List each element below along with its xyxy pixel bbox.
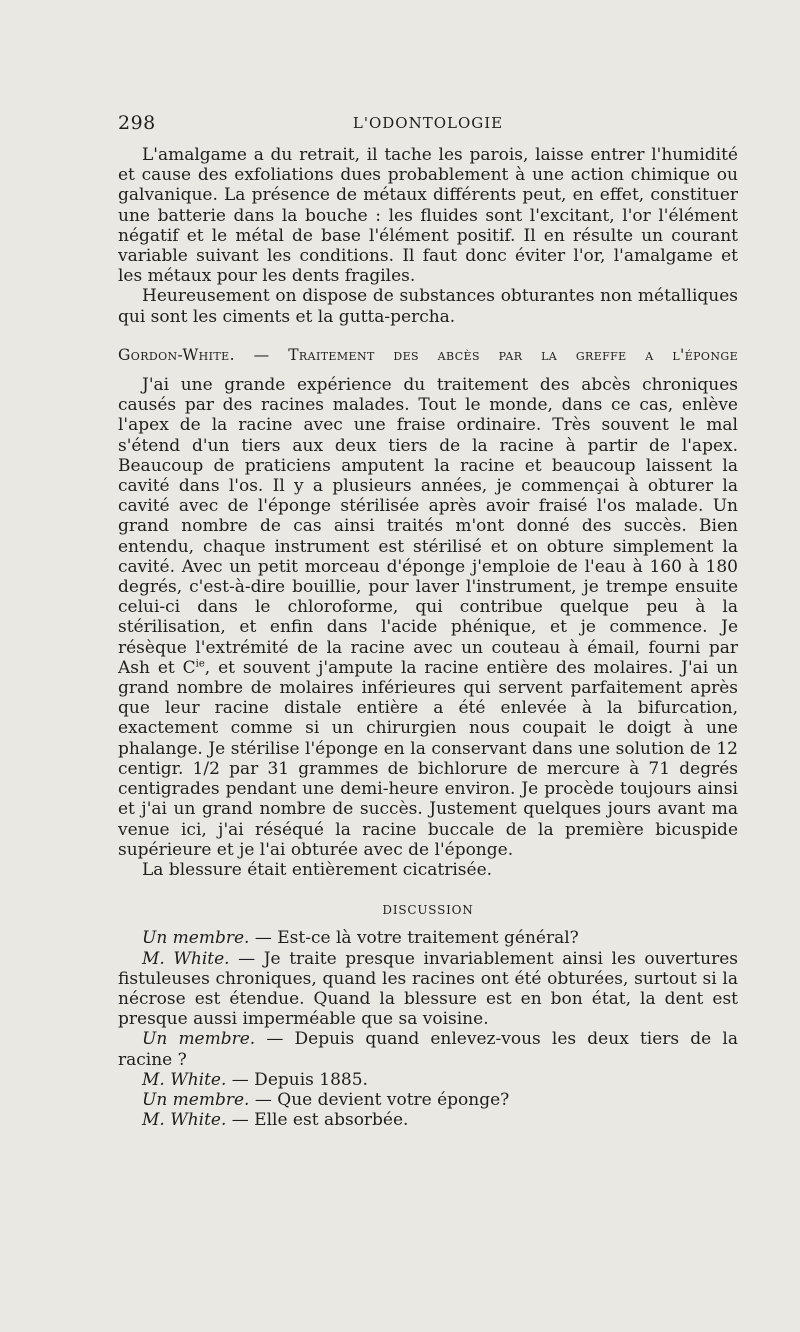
speaker-text: — Depuis quand enlevez-vous les deux tiers de la racine ?	[118, 1029, 738, 1070]
discussion-line	[118, 1029, 738, 1069]
superscript: ie	[195, 658, 205, 670]
section-author: Gordon-White.	[118, 345, 235, 364]
page-body	[118, 145, 738, 1130]
speaker-name: Un membre.	[142, 1029, 256, 1050]
body-paragraph: La blessure était entièrement cicatrisée.	[142, 859, 493, 880]
discussion-title: DISCUSSION	[382, 903, 474, 918]
discussion-line	[118, 1070, 738, 1090]
speaker-name: M. White.	[142, 1110, 227, 1131]
speaker-text: — Elle est absorbée.	[226, 1110, 409, 1131]
intro-paragraph: Heureusement on dispose de substances obturantes non métalliques qui sont les ciments et la gutta-percha.	[118, 286, 738, 327]
discussion-line	[118, 1110, 738, 1130]
discussion-line	[118, 928, 738, 948]
section-heading	[118, 345, 738, 365]
discussion-line	[118, 949, 738, 1030]
page-number: 298	[118, 112, 156, 134]
speaker-text: — Depuis 1885.	[226, 1069, 368, 1090]
speaker-text: — Est-ce là votre traitement général?	[249, 928, 579, 949]
speaker-text: — Que devient votre éponge?	[249, 1089, 510, 1110]
section-separator: —	[234, 345, 289, 364]
paragraph-text: J'ai une grande expérience du traitement des abcès chroniques causés par des racines malades. Tout le monde, dans ce cas, enlève l'apex de la racine avec une fraise ordinaire. Très souvent le mal s'étend d'un tiers aux deux tiers de la racine à partir de l'apex. Beaucoup de praticiens amputent la racine et beaucoup laissent la cavité dans l'os. Il y a plusieurs années, je commençai à obturer la cavité avec de l'éponge stérilisée après avoir fraisé l'os malade. Un grand nombre de cas ainsi traités m'ont donné des succès. Bien entendu, chaque instrument est stérilisé et on obture simplement la cavité. Avec un petit morceau d'éponge j'emploie de l'eau à 160 à 180 degrés, c'est-à-dire bouillie, pour laver l'instrument, je trempe ensuite celui-ci dans le chloroforme, qui contribue quelque peu à la stérilisation, et enfin dans l'acide phénique, et je commence. Je résèque l'extrémité de la racine avec un couteau à émail, fourni par Ash et C	[118, 375, 738, 678]
running-title: L'ODONTOLOGIE	[352, 114, 504, 132]
intro-paragraph: L'amalgame a du retrait, il tache les parois, laisse entrer l'humidité et cause des exfoliations dues probablement à une action chimique ou galvanique. La présence de métaux différents peut, en effet, constituer une batterie dans la bouche : les fluides sont l'excitant, l'or l'élément négatif et le métal de base l'élément positif. Il en résulte un courant variable suivant les conditions. Il faut donc éviter l'or, l'amalgame et les métaux pour les dents fragiles.	[118, 145, 738, 287]
body-paragraph	[118, 375, 738, 860]
speaker-name: Un membre.	[142, 928, 250, 949]
section-title: Traitement des abcès par la greffe a l'éponge	[288, 345, 738, 364]
speaker-name: M. White.	[142, 948, 230, 969]
speaker-name: Un membre.	[142, 1089, 250, 1110]
discussion-line	[118, 1090, 738, 1110]
page-header	[118, 112, 738, 142]
speaker-name: M. White.	[142, 1069, 227, 1090]
speaker-text: — Je traite presque invariablement ainsi les ouvertures fistuleuses chroniques, quand les racines ont été obturées, surtout si la nécrose est étendue. Quand la blessure est en bon état, la dent est presque aussi imperméable que sa voisine.	[118, 948, 738, 1030]
paragraph-text: , et souvent j'ampute la racine entière des molaires. J'ai un grand nombre de molaires inférieures qui servent parfaitement après que leur racine distale entière a été enlevée à la bifurcation, exactement comme si un chirurgien nous coupait le doigt à une phalange. Je stérilise l'éponge en la conservant dans une solution de 12 centigr. 1/2 par 31 grammes de bichlorure de mercure à 71 degrés centigrades pendant une demi-heure environ. Je procède toujours ainsi et j'ai un grand nombre de succès. Justement quelques jours avant ma venue ici, j'ai réséqué la racine buccale de la première bicuspide supérieure et je l'ai obturée avec de l'éponge.	[118, 657, 738, 860]
